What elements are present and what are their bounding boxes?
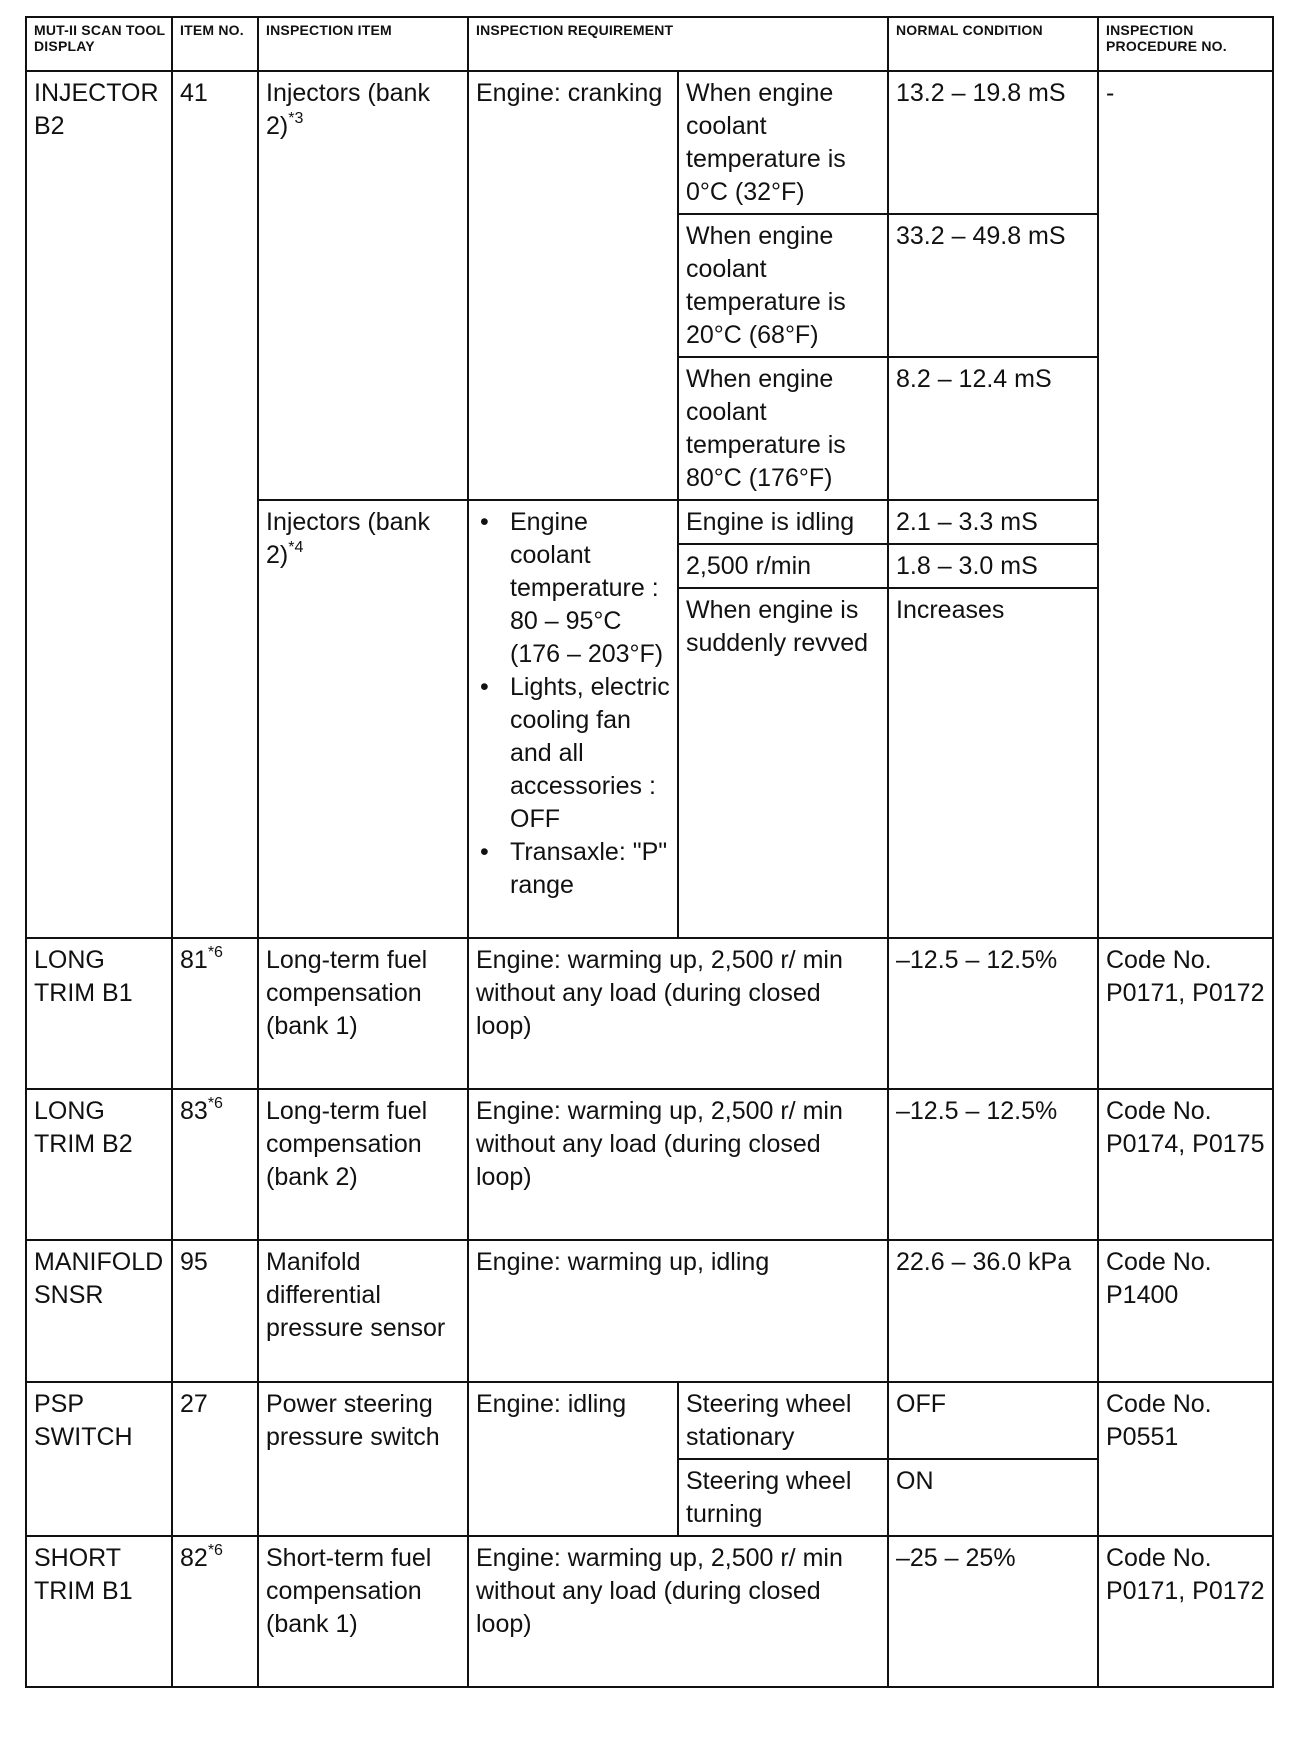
item-text: Injectors (bank 2) bbox=[266, 79, 430, 140]
header-inspection-item: INSPECTION ITEM bbox=[258, 17, 468, 71]
header-row bbox=[26, 17, 1273, 71]
header-inspection-requirement: INSPECTION REQUIREMENT bbox=[468, 17, 888, 71]
condition-cell: Steering wheel stationary bbox=[678, 1382, 888, 1459]
normal-cell: –12.5 – 12.5% bbox=[888, 1089, 1098, 1240]
table-row bbox=[26, 1382, 1273, 1459]
requirement-cell: Engine: warming up, 2,500 r/ min without any load (during closed loop) bbox=[468, 1536, 888, 1687]
display-cell: LONG TRIM B2 bbox=[26, 1089, 172, 1240]
condition-cell: Steering wheel turning bbox=[678, 1459, 888, 1536]
requirement-cell bbox=[468, 500, 678, 938]
footnote-mark: *3 bbox=[288, 109, 304, 127]
bullet-item: • Engine coolant temperature : 80 – 95°C (176 – 203°F) bbox=[510, 506, 671, 671]
display-cell: SHORT TRIM B1 bbox=[26, 1536, 172, 1687]
table-row bbox=[26, 1089, 1273, 1240]
requirement-cell: Engine: idling bbox=[468, 1382, 678, 1536]
procedure-cell: Code No. P0551 bbox=[1098, 1382, 1273, 1536]
display-cell: MANIFOLD SNSR bbox=[26, 1240, 172, 1382]
table-row bbox=[26, 71, 1273, 214]
normal-cell: 2.1 – 3.3 mS bbox=[888, 500, 1098, 544]
requirement-bullets bbox=[476, 506, 671, 902]
procedure-cell: Code No. P0171, P0172 bbox=[1098, 938, 1273, 1089]
bullet-item: • Lights, electric cooling fan and all accessories : OFF bbox=[510, 671, 671, 836]
normal-cell: –12.5 – 12.5% bbox=[888, 938, 1098, 1089]
condition-cell: When engine is suddenly revved bbox=[678, 588, 888, 938]
display-cell: PSP SWITCH bbox=[26, 1382, 172, 1536]
inspection-item-cell: Long-term fuel compensation (bank 1) bbox=[258, 938, 468, 1089]
normal-cell: 8.2 – 12.4 mS bbox=[888, 357, 1098, 500]
table-row bbox=[26, 1536, 1273, 1687]
header-procedure-no: INSPECTION PROCEDURE NO. bbox=[1098, 17, 1273, 71]
footnote-mark: *6 bbox=[207, 1094, 223, 1112]
condition-cell: When engine coolant temperature is 20°C (68°F) bbox=[678, 214, 888, 357]
item-no-text: 82 bbox=[180, 1544, 208, 1572]
inspection-table bbox=[25, 16, 1274, 1688]
item-no-cell bbox=[172, 938, 258, 1089]
procedure-cell: Code No. P0171, P0172 bbox=[1098, 1536, 1273, 1687]
item-no-text: 81 bbox=[180, 946, 208, 974]
procedure-cell: - bbox=[1098, 71, 1273, 938]
normal-cell: –25 – 25% bbox=[888, 1536, 1098, 1687]
item-no-cell: 41 bbox=[172, 71, 258, 938]
header-normal-condition: NORMAL CONDITION bbox=[888, 17, 1098, 71]
header-display: MUT-II SCAN TOOL DISPLAY bbox=[26, 17, 172, 71]
table-row bbox=[26, 1240, 1273, 1382]
item-text: Injectors (bank 2) bbox=[266, 508, 430, 569]
footnote-mark: *6 bbox=[207, 1541, 223, 1559]
procedure-cell: Code No. P1400 bbox=[1098, 1240, 1273, 1382]
requirement-cell: Engine: warming up, 2,500 r/ min without any load (during closed loop) bbox=[468, 938, 888, 1089]
display-cell: INJECTOR B2 bbox=[26, 71, 172, 938]
inspection-item-cell: Short-term fuel compensation (bank 1) bbox=[258, 1536, 468, 1687]
item-no-cell: 27 bbox=[172, 1382, 258, 1536]
item-no-cell bbox=[172, 1089, 258, 1240]
header-item-no: ITEM NO. bbox=[172, 17, 258, 71]
condition-cell: When engine coolant temperature is 80°C (176°F) bbox=[678, 357, 888, 500]
requirement-cell: Engine: warming up, idling bbox=[468, 1240, 888, 1382]
normal-cell: ON bbox=[888, 1459, 1098, 1536]
item-no-cell bbox=[172, 1536, 258, 1687]
normal-cell: 1.8 – 3.0 mS bbox=[888, 544, 1098, 588]
condition-cell: 2,500 r/min bbox=[678, 544, 888, 588]
bullet-item: • Transaxle: "P" range bbox=[510, 836, 671, 902]
normal-cell: 33.2 – 49.8 mS bbox=[888, 214, 1098, 357]
table-row bbox=[26, 938, 1273, 1089]
inspection-item-cell: Long-term fuel compensation (bank 2) bbox=[258, 1089, 468, 1240]
procedure-cell: Code No. P0174, P0175 bbox=[1098, 1089, 1273, 1240]
inspection-item-cell: Manifold differential pressure sensor bbox=[258, 1240, 468, 1382]
footnote-mark: *4 bbox=[288, 538, 304, 556]
item-no-cell: 95 bbox=[172, 1240, 258, 1382]
requirement-cell: Engine: warming up, 2,500 r/ min without any load (during closed loop) bbox=[468, 1089, 888, 1240]
display-cell: LONG TRIM B1 bbox=[26, 938, 172, 1089]
requirement-cell: Engine: cranking bbox=[468, 71, 678, 500]
condition-cell: Engine is idling bbox=[678, 500, 888, 544]
footnote-mark: *6 bbox=[207, 943, 223, 961]
inspection-item-cell bbox=[258, 71, 468, 500]
condition-cell: When engine coolant temperature is 0°C (32°F) bbox=[678, 71, 888, 214]
item-no-text: 83 bbox=[180, 1097, 208, 1125]
normal-cell: Increases bbox=[888, 588, 1098, 938]
inspection-item-cell: Power steering pressure switch bbox=[258, 1382, 468, 1536]
inspection-item-cell bbox=[258, 500, 468, 938]
normal-cell: 13.2 – 19.8 mS bbox=[888, 71, 1098, 214]
normal-cell: 22.6 – 36.0 kPa bbox=[888, 1240, 1098, 1382]
normal-cell: OFF bbox=[888, 1382, 1098, 1459]
